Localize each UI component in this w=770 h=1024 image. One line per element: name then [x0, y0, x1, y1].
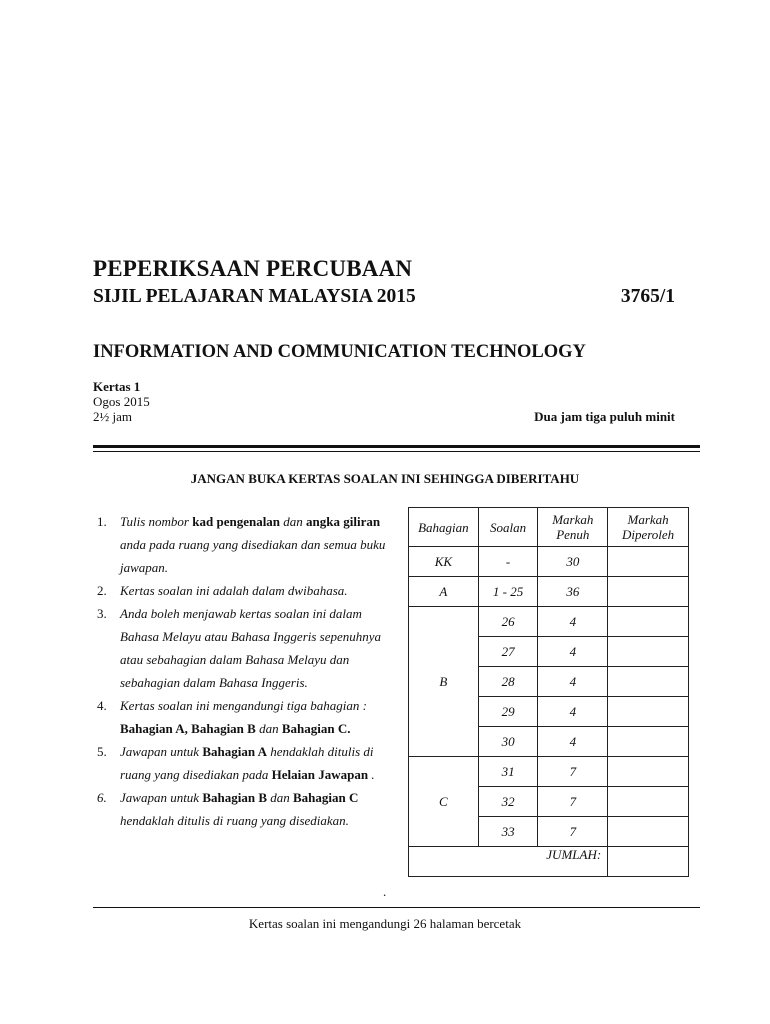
instruction-item — [97, 786, 397, 832]
question-cell: 32 — [478, 787, 538, 817]
total-marks-cell[interactable] — [608, 847, 689, 877]
section-cell: KK — [409, 547, 479, 577]
question-cell: 33 — [478, 817, 538, 847]
instruction-number: 1. — [97, 514, 107, 529]
paper-code: 3765/1 — [620, 286, 675, 307]
header-markah-diperoleh: Markah Diperoleh — [608, 508, 689, 547]
instruction-item — [97, 579, 397, 602]
instruction-number: 2. — [97, 583, 107, 598]
section-cell: A — [409, 577, 479, 607]
obtained-marks-cell[interactable] — [608, 607, 689, 637]
obtained-marks-cell[interactable] — [608, 667, 689, 697]
footer-divider — [93, 907, 700, 908]
question-cell: 30 — [478, 727, 538, 757]
exam-month: Ogos 2015 — [93, 394, 150, 409]
instruction-number: 3. — [97, 606, 107, 621]
divider-thick — [93, 445, 700, 448]
divider-thin — [93, 451, 700, 452]
instruction-text: Jawapan untuk Bahagian A hendaklah ditulis di ruang yang disediakan pada Helaian Jawapan . — [120, 744, 375, 782]
instruction-number: 6. — [97, 790, 107, 805]
warning-notice: JANGAN BUKA KERTAS SOALAN INI SEHINGGA DIBERITAHU — [190, 471, 580, 486]
table-row — [409, 607, 689, 637]
full-marks-cell: 7 — [538, 817, 608, 847]
obtained-marks-cell[interactable] — [608, 757, 689, 787]
question-cell: - — [478, 547, 538, 577]
obtained-marks-cell[interactable] — [608, 727, 689, 757]
obtained-marks-cell[interactable] — [608, 817, 689, 847]
question-cell: 29 — [478, 697, 538, 727]
full-marks-cell: 30 — [538, 547, 608, 577]
instruction-text: Kertas soalan ini adalah dalam dwibahasa. — [120, 583, 348, 598]
instruction-item — [97, 510, 397, 579]
instruction-text: Tulis nombor kad pengenalan dan angka giliran anda pada ruang yang disediakan dan semua buku jawapan. — [120, 514, 386, 575]
full-marks-cell: 4 — [538, 607, 608, 637]
instruction-text: Jawapan untuk Bahagian B dan Bahagian C hendaklah ditulis di ruang yang disediakan. — [120, 790, 359, 828]
question-cell: 31 — [478, 757, 538, 787]
full-marks-cell: 7 — [538, 787, 608, 817]
instruction-number: 4. — [97, 698, 107, 713]
instruction-item — [97, 740, 397, 786]
full-marks-cell: 4 — [538, 667, 608, 697]
footer-note: Kertas soalan ini mengandungi 26 halaman bercetak — [248, 916, 522, 931]
section-cell: C — [409, 757, 479, 847]
instruction-text: Kertas soalan ini mengandungi tiga bahagian : Bahagian A, Bahagian B dan Bahagian C. — [120, 698, 367, 736]
section-cell: B — [409, 607, 479, 757]
instructions-list — [97, 510, 397, 832]
question-cell: 26 — [478, 607, 538, 637]
header-markah-penuh: Markah Penuh — [538, 508, 608, 547]
table-header-row — [409, 508, 689, 547]
subject-title: INFORMATION AND COMMUNICATION TECHNOLOGY — [93, 342, 586, 362]
total-label: JUMLAH: — [409, 847, 608, 877]
exam-duration: Dua jam tiga puluh minit — [534, 409, 675, 424]
instruction-number: 5. — [97, 744, 107, 759]
question-cell: 28 — [478, 667, 538, 697]
instruction-text: Anda boleh menjawab kertas soalan ini dalam Bahasa Melayu atau Bahasa Inggeris sepenuhnya atau sebahagian dalam Bahasa Melayu dan sebahagian dalam Bahasa Inggeris. — [120, 606, 382, 690]
full-marks-cell: 4 — [538, 697, 608, 727]
exam-title: PEPERIKSAAN PERCUBAAN — [93, 256, 413, 281]
exam-hours: 2½ jam — [93, 409, 132, 424]
instruction-item — [97, 694, 397, 740]
paper-label: Kertas 1 — [93, 379, 141, 394]
full-marks-cell: 4 — [538, 637, 608, 667]
obtained-marks-cell[interactable] — [608, 787, 689, 817]
obtained-marks-cell[interactable] — [608, 697, 689, 727]
full-marks-cell: 4 — [538, 727, 608, 757]
table-row — [409, 547, 689, 577]
obtained-marks-cell[interactable] — [608, 577, 689, 607]
question-cell: 1 - 25 — [478, 577, 538, 607]
header-bahagian: Bahagian — [409, 508, 479, 547]
question-cell: 27 — [478, 637, 538, 667]
full-marks-cell: 7 — [538, 757, 608, 787]
instruction-item — [97, 602, 397, 694]
marks-table — [408, 507, 689, 877]
table-row — [409, 577, 689, 607]
full-marks-cell: 36 — [538, 577, 608, 607]
stray-dot: . — [383, 884, 387, 899]
exam-subtitle: SIJIL PELAJARAN MALAYSIA 2015 — [93, 286, 416, 307]
header-soalan: Soalan — [478, 508, 538, 547]
table-row — [409, 757, 689, 787]
total-row — [409, 847, 689, 877]
obtained-marks-cell[interactable] — [608, 637, 689, 667]
obtained-marks-cell[interactable] — [608, 547, 689, 577]
